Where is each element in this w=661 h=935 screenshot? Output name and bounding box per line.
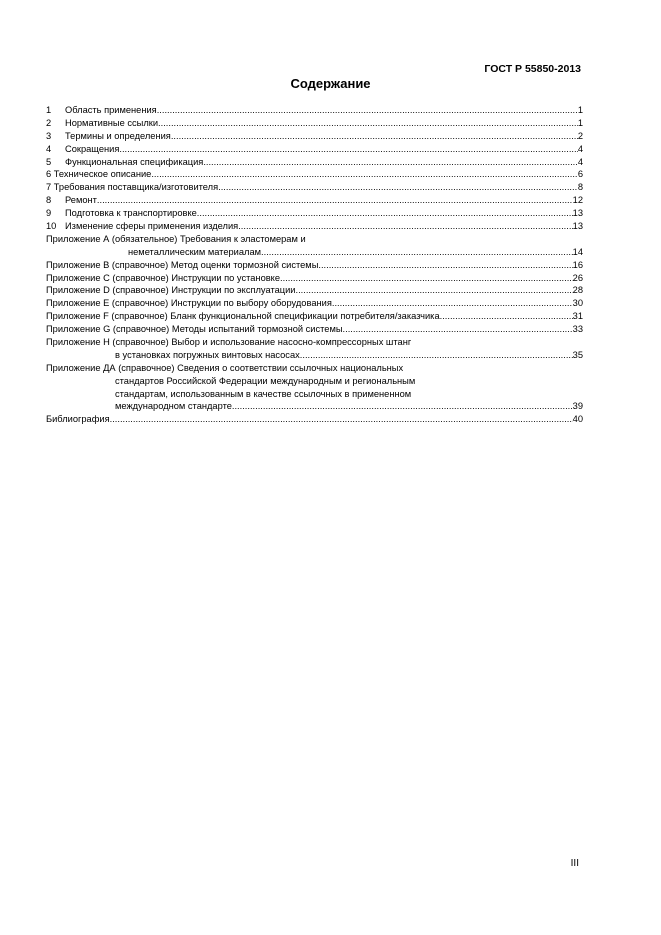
toc-annex-da-line2: стандартов Российской Федерации международным и региональным <box>115 375 416 386</box>
toc-label: международном стандарте <box>115 401 232 412</box>
toc-label: Сокращения <box>65 143 120 154</box>
toc-label: Подготовка к транспортировке <box>65 208 197 219</box>
toc-item-8[interactable]: 8 Ремонт ..... 12 <box>46 194 583 207</box>
toc-page: 13 <box>572 221 583 231</box>
toc-annex-c[interactable] <box>46 272 583 285</box>
toc-item-4[interactable]: 4 Сокращения ..... 4 <box>46 143 583 156</box>
toc-annex-da-line1[interactable]: Приложение ДА (справочное) Сведения о соответствии ссылочных национальных <box>46 362 404 373</box>
table-of-contents <box>46 104 583 426</box>
toc-annex-da[interactable] <box>46 400 583 413</box>
toc-bibliography[interactable] <box>46 413 583 426</box>
page-number: III <box>570 858 579 869</box>
toc-annex-h-line1[interactable]: Приложение Н (справочное) Выбор и использование насосно-компрессорных штанг <box>46 337 412 348</box>
toc-annex-h[interactable] <box>46 349 583 362</box>
toc-page: 40 <box>572 414 583 425</box>
toc-label: Библиография <box>46 414 110 425</box>
page-title: Содержание <box>290 76 371 91</box>
toc-label: 7 Требования поставщика/изготовителя <box>46 182 219 193</box>
toc-label: Функциональная спецификация <box>65 156 204 167</box>
toc-item-9[interactable]: 9 Подготовка к транспортировке ..... 13 <box>46 207 583 220</box>
toc-page: 33 <box>572 324 583 335</box>
toc-label: Изменение сферы применения изделия <box>65 221 239 231</box>
toc-page: 30 <box>572 298 583 309</box>
toc-annex-d[interactable] <box>46 284 583 297</box>
document-code: ГОСТ Р 55850-2013 <box>484 63 581 75</box>
toc-label: в установках погружных винтовых насосах <box>115 349 300 360</box>
toc-page: 13 <box>572 208 583 219</box>
toc-annex-da-line3: стандартам, использованным в качестве ссылочных в примененном <box>115 388 412 399</box>
toc-item-3[interactable]: 3 Термины и определения ..... 2 <box>46 130 583 143</box>
toc-annex-e[interactable] <box>46 297 583 310</box>
toc-item-2[interactable]: 2 Нормативные ссылки ..... 1 <box>46 117 583 130</box>
toc-page: 39 <box>572 401 583 412</box>
toc-item-6[interactable] <box>46 168 583 181</box>
toc-label: Нормативные ссылки <box>65 117 159 128</box>
toc-page: 12 <box>572 195 583 206</box>
toc-label: Термины и определения <box>65 130 171 141</box>
toc-item-1[interactable]: 1 Область применения ..... 1 <box>46 104 583 117</box>
toc-page: 1 <box>577 117 583 128</box>
toc-annex-a[interactable] <box>46 246 583 259</box>
toc-item-7[interactable] <box>46 181 583 194</box>
toc-page: 28 <box>572 285 583 296</box>
toc-annex-b[interactable] <box>46 259 583 272</box>
toc-label: Приложение D (справочное) Инструкции по эксплуатации <box>46 285 296 296</box>
toc-label: Ремонт <box>65 195 97 206</box>
toc-page: 16 <box>572 259 583 270</box>
toc-page: 14 <box>572 246 583 257</box>
toc-page: 1 <box>577 104 583 115</box>
toc-page: 31 <box>572 311 583 322</box>
toc-page: 2 <box>577 130 583 141</box>
toc-label: Приложение G (справочное) Методы испытаний тормозной системы <box>46 324 343 335</box>
toc-label: Приложение С (справочное) Инструкции по установке <box>46 272 281 283</box>
toc-label: 6 Техническое описание <box>46 169 152 180</box>
toc-label: Приложение Е (справочное) Инструкции по выбору оборудования <box>46 298 332 309</box>
toc-page: 8 <box>577 182 583 193</box>
toc-annex-g[interactable] <box>46 323 583 336</box>
toc-label: Приложение В (справочное) Метод оценки тормозной системы <box>46 259 319 270</box>
toc-item-10[interactable]: 10 Изменение сферы применения изделия ..... 13 <box>46 220 583 233</box>
toc-page: 26 <box>572 272 583 283</box>
toc-page: 4 <box>577 156 583 167</box>
toc-page: 6 <box>577 169 583 180</box>
toc-annex-f[interactable] <box>46 310 583 323</box>
toc-annex-a-line1[interactable]: Приложение А (обязательное) Требования к эластомерам и <box>46 233 306 244</box>
toc-label: Область применения <box>65 104 157 115</box>
toc-item-5[interactable]: 5 Функциональная спецификация ..... 4 <box>46 156 583 169</box>
toc-page: 35 <box>572 349 583 360</box>
toc-label: неметаллическим материалам <box>128 246 262 257</box>
toc-page: 4 <box>577 143 583 154</box>
toc-label: Приложение F (справочное) Бланк функциональной спецификации потребителя/заказчика <box>46 311 440 322</box>
